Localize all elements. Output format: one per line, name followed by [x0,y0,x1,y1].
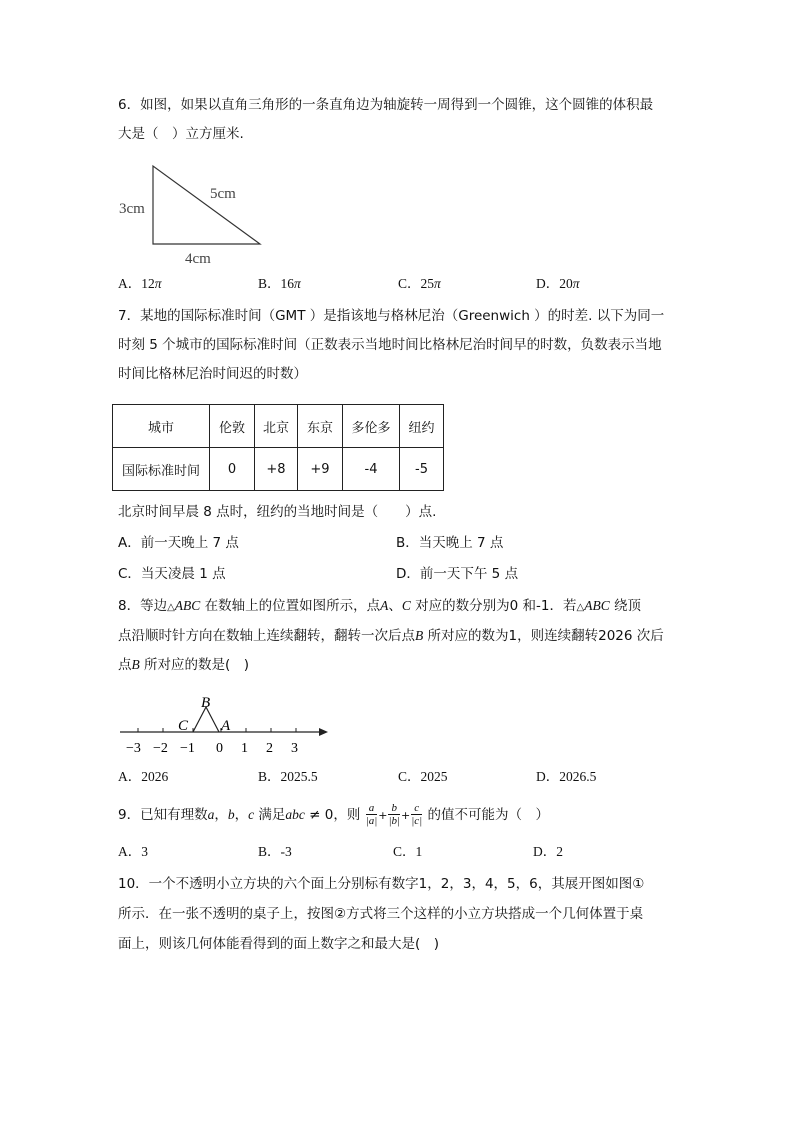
q7-option-d[interactable]: D．前一天下午 5 点 [396,566,519,582]
tick-label: −1 [180,741,195,756]
q6-option-c-text: C．25 [398,276,435,291]
text-run: 点沿顺时针方向在数轴上连续翻转，翻转一次后点 [118,628,415,644]
tick-label: −2 [153,741,168,756]
denominator: |a| [365,815,378,827]
q10-line3: 面上，则该几何体能看得到的面上数字之和最大是( ) [118,936,440,952]
q8-line1 [118,596,641,618]
math-var: ABC [584,598,610,613]
tick-label: −3 [126,741,141,756]
q8-option-b[interactable]: B．2025.5 [258,769,318,784]
triangle-symbol: △ [576,602,585,613]
text-run: 绕顶 [609,598,641,614]
tick-label: 0 [216,741,223,756]
fraction-b [388,802,400,828]
text-run: 所对应的数为1，则连续翻转2026 次后 [423,628,664,644]
q10-line2: 所示．在一张不透明的桌子上，按图②方式将三个这样的小立方块搭成一个几何体置于桌 [118,906,644,922]
table-cell: 伦敦 [210,405,255,448]
table-cell: 国际标准时间 [113,448,210,491]
q9-option-b[interactable]: B．-3 [258,844,292,859]
q6-line1: 6．如图，如果以直角三角形的一条直角边为轴旋转一周得到一个圆锥，这个圆锥的体积最 [118,97,654,113]
q7-option-a[interactable]: A．前一天晚上 7 点 [118,535,239,551]
tick-label: 2 [266,741,273,756]
q7-question-line: 北京时间早晨 8 点时，纽约的当地时间是（ ）点. [118,504,437,520]
math-var: ABC [174,598,201,613]
q6-option-c[interactable] [398,274,441,294]
gmt-table [112,404,444,491]
text-run: ， [234,807,249,823]
table-cell: 城市 [113,405,210,448]
label-b: B [201,695,211,711]
math-var: C [401,598,411,613]
q7-line1: 7．某地的国际标准时间（GMT ）是指该地与格林尼治（Greenwich ）的时差. 以下为同一 [118,308,665,324]
table-cell: +9 [298,448,343,491]
table-row [113,405,444,448]
q6-option-b[interactable] [258,274,301,294]
tick-label: 3 [291,741,298,756]
q9-option-a[interactable]: A．3 [118,844,148,859]
math-var: c [248,807,255,822]
math-var: B [415,628,424,643]
hypotenuse-label: 5cm [210,186,236,202]
text-run: 的值不可能为（ ） [423,807,549,823]
q6-line2: 大是（ ）立方厘米. [118,126,244,142]
table-cell: 纽约 [400,405,444,448]
text-run: 对应的数分别为0 和-1．若 [410,598,577,614]
table-cell: -4 [343,448,400,491]
label-c: C [178,718,189,734]
table-cell: 0 [210,448,255,491]
text-run: 满足 [254,807,286,823]
numerator: a [366,802,378,815]
math-var: B [131,657,140,672]
numerator: c [411,802,422,815]
pi-symbol: π [294,276,301,291]
q7-option-b[interactable]: B．当天晚上 7 点 [396,535,504,551]
q6-option-b-text: B．16 [258,276,295,291]
q6-option-a-text: A．12 [118,276,155,291]
table-cell: 东京 [298,405,343,448]
q6-option-a[interactable] [118,274,162,294]
table-cell: +8 [255,448,298,491]
label-a: A [221,718,231,734]
pi-symbol: π [154,276,162,291]
q6-right-triangle-figure [110,158,280,270]
triangle-shape [153,166,260,244]
text-run: 在数轴上的位置如图所示，点 [200,598,381,614]
text-run: 所对应的数是( ) [139,657,250,673]
text-run: 9．已知有理数 [118,807,208,823]
denominator: |b| [388,815,401,827]
q8-option-c[interactable]: C．2025 [398,769,448,784]
q8-option-a[interactable]: A．2026 [118,769,169,784]
numerator: b [388,802,400,815]
arrow-head [319,728,328,736]
plus-sign: + [401,809,411,822]
math-var: A [380,598,389,613]
side-left-label: 3cm [119,201,145,217]
text-run: 、 [388,598,402,614]
q7-line2: 时刻 5 个城市的国际标准时间（正数表示当地时间比格林尼治时间早的时数，负数表示当地 [118,337,662,353]
math-var: a [207,807,215,822]
q10-line1: 10．一个不透明小立方块的六个面上分别标有数字1，2，3，4，5，6，其展开图如图① [118,876,645,892]
pi-symbol: π [572,276,580,291]
math-var: abc [285,807,305,822]
bottom-label: 4cm [185,251,211,267]
text-run: ， [214,807,228,823]
q6-option-d-text: D．20 [536,276,573,291]
q9-line [118,798,549,833]
table-row [113,448,444,491]
q6-option-d[interactable] [536,274,580,294]
fraction-a [366,802,378,828]
q8-line3 [118,655,249,675]
triangle-symbol: △ [167,602,175,613]
pi-symbol: π [434,276,441,291]
text-run: ≠ 0，则 [304,807,361,823]
table-cell: -5 [400,448,444,491]
math-var: b [227,807,235,822]
q8-option-d[interactable]: D．2026.5 [536,769,597,784]
table-cell: 多伦多 [343,405,400,448]
tick-label: 1 [241,741,248,756]
text-run: 点 [118,657,132,673]
text-run: 8．等边 [118,598,168,614]
q7-line3: 时间比格林尼治时间迟的时数） [118,366,307,382]
table-cell: 北京 [255,405,298,448]
q9-option-d[interactable]: D．2 [533,844,563,859]
q8-number-line-figure [116,692,336,758]
denominator: |c| [411,815,423,827]
q8-line2 [118,626,664,646]
fraction-c [411,802,422,828]
q9-option-c[interactable]: C．1 [393,844,423,859]
plus-sign: + [378,809,388,822]
q7-option-c[interactable]: C．当天凌晨 1 点 [118,566,226,582]
